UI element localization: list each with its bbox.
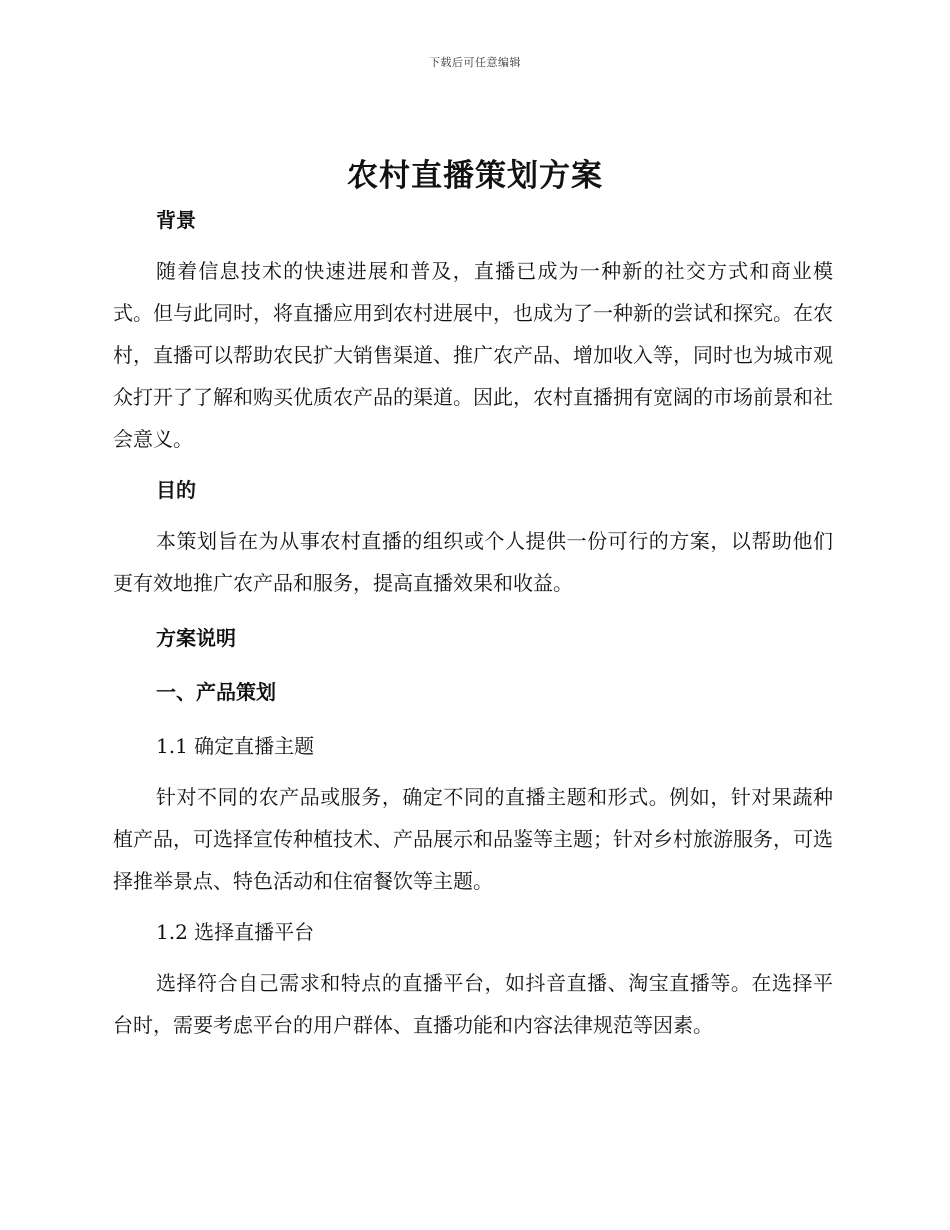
live-platform-paragraph: 选择符合自己需求和特点的直播平台，如抖音直播、淘宝直播等。在选择平台时，需要考虑平台的用户群体、直播功能和内容法律规范等因素。 [113,971,833,1037]
header-note: 下载后可任意编辑 [429,56,521,69]
section-heading-plan: 方案说明 [156,626,236,650]
item-title-live-platform: 1.2 选择直播平台 [156,920,315,944]
subsection-heading-product-planning: 一、产品策划 [156,680,276,704]
purpose-paragraph: 本策划旨在为从事农村直播的组织或个人提供一份可行的方案，以帮助他们更有效地推广农产品和服务，提高直播效果和收益。 [113,529,833,595]
item-title-live-theme: 1.1 确定直播主题 [156,734,315,758]
section-heading-purpose: 目的 [156,478,196,502]
document-title: 农村直播策划方案 [347,158,603,194]
background-paragraph: 随着信息技术的快速进展和普及，直播已成为一种新的社交方式和商业模式。但与此同时，将直播应用到农村进展中，也成为了一种新的尝试和探究。在农村，直播可以帮助农民扩大销售渠道、推广农产品、增加收入等，同时也为城市观众打开了了解和购买优质农产品的渠道。因此，农村直播拥有宽阔的市场前景和社会意义。 [113,259,833,451]
document-body [113,200,833,1046]
section-heading-background: 背景 [156,208,196,232]
live-theme-paragraph: 针对不同的农产品或服务，确定不同的直播主题和形式。例如，针对果蔬种植产品，可选择宣传种植技术、产品展示和品鉴等主题；针对乡村旅游服务，可选择推举景点、特色活动和住宿餐饮等主题。 [113,785,833,893]
